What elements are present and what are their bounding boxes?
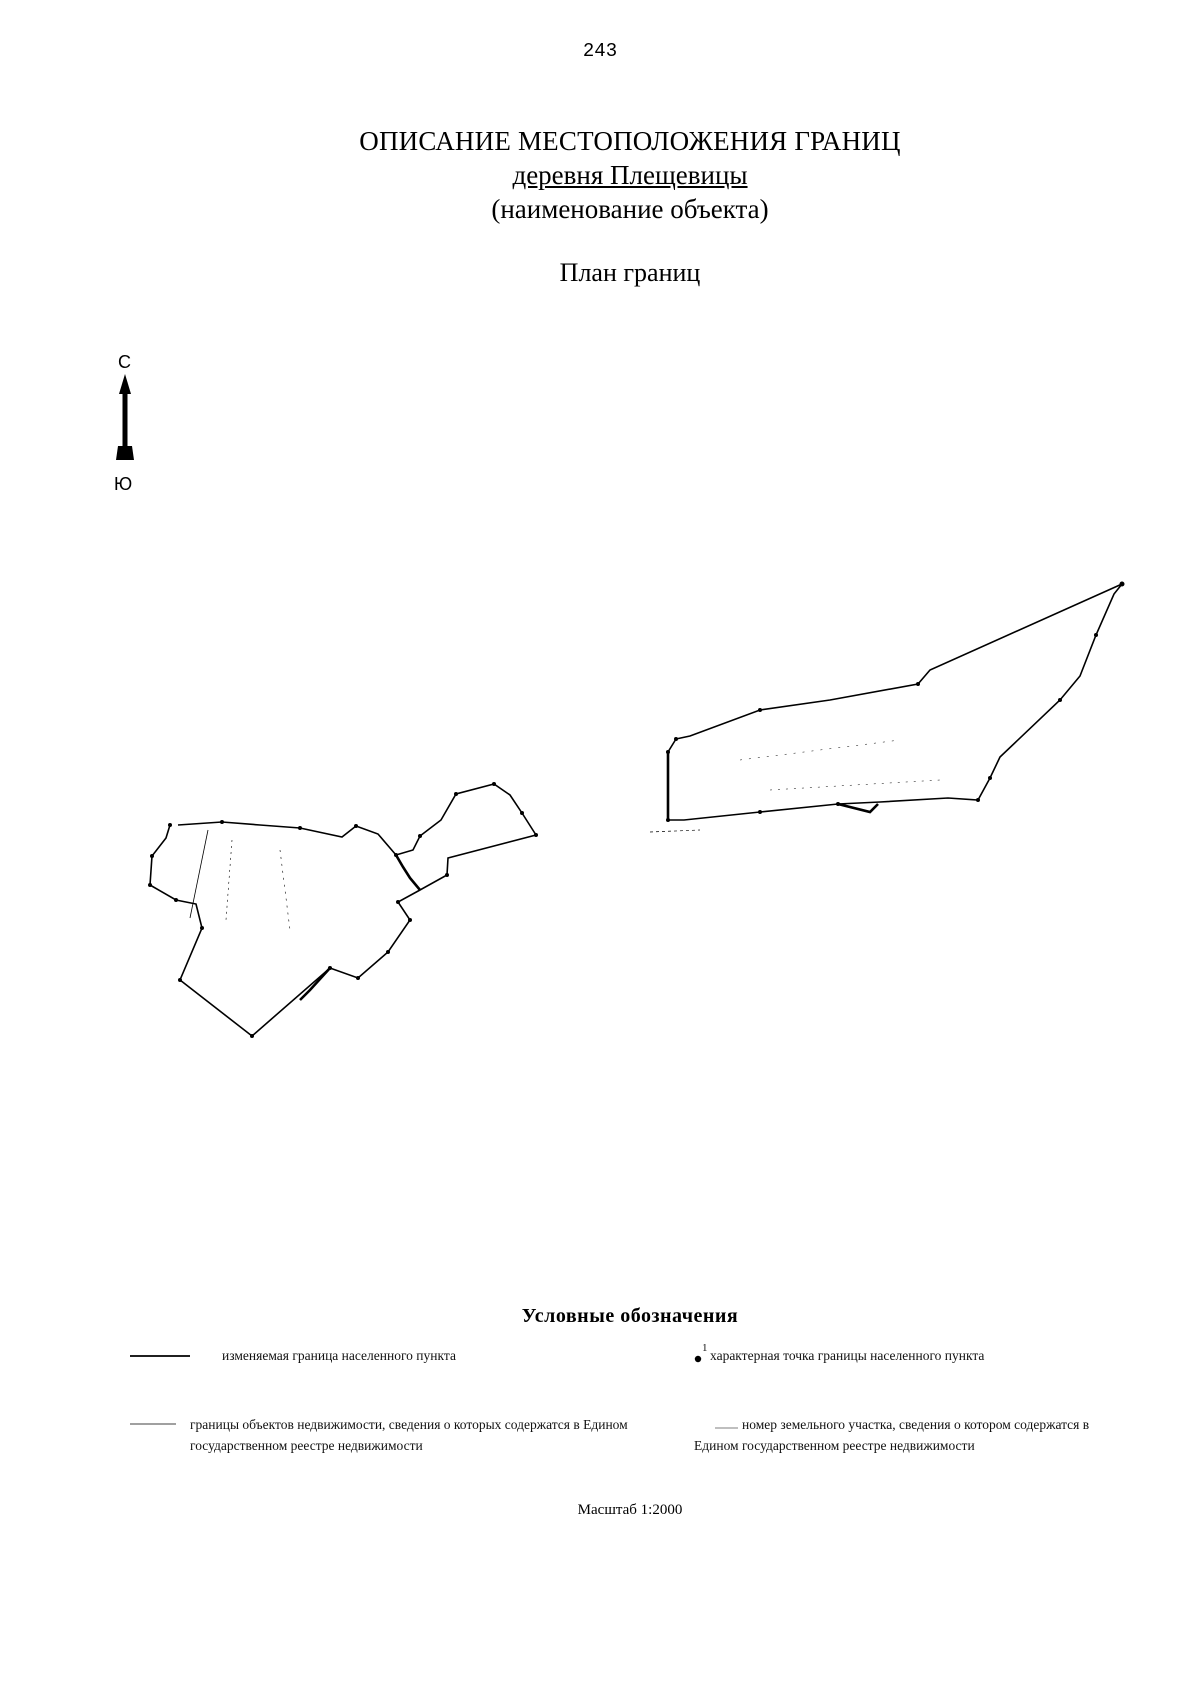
legend-title: Условные обозначения [521, 1305, 739, 1327]
parcel-line [280, 850, 290, 930]
settlement-boundary-east [650, 584, 1122, 832]
legend-item-characteristic-point: характерная точка границы населенного пункта [710, 1348, 985, 1363]
object-name: деревня Плещевицы [512, 160, 748, 190]
section-title: План границ [559, 258, 701, 287]
legend-item-real-estate-boundaries: границы объектов недвижимости, сведения о которых содержатся в Едином государственном реестре недвижимости [190, 1417, 628, 1453]
parcel-line [190, 830, 208, 918]
boundary-line-bold [396, 855, 420, 890]
settlement-boundary-west [150, 784, 536, 1036]
object-name-caption: (наименование объекта) [491, 194, 769, 224]
characteristic-points [148, 582, 1125, 1039]
legend-item-changed-boundary: изменяемая граница населенного пункта [222, 1348, 456, 1363]
boundary-line-bold [300, 968, 330, 1000]
parcel-line [650, 830, 700, 832]
parcel-line [226, 840, 232, 920]
north-arrow-icon [116, 374, 134, 460]
boundary-line [668, 584, 1122, 820]
point-marker-label: 1 [702, 1342, 708, 1354]
legend-item-parcel-number: номер земельного участка, сведения о котором содержатся в Едином государственном реестре недвижимости [694, 1417, 1090, 1453]
parcel-line [770, 780, 940, 790]
compass-south-label: Ю [114, 474, 133, 494]
point-marker-icon [695, 1356, 701, 1362]
page-number: 243 [582, 40, 618, 62]
document-title: ОПИСАНИЕ МЕСТОПОЛОЖЕНИЯ ГРАНИЦ [359, 126, 901, 156]
parcel-line [740, 740, 900, 760]
compass-north-label: С [118, 352, 131, 372]
boundary-line-bold [838, 804, 878, 812]
map-scale: Масштаб 1:2000 [577, 1502, 683, 1518]
boundary-line [150, 784, 536, 1036]
